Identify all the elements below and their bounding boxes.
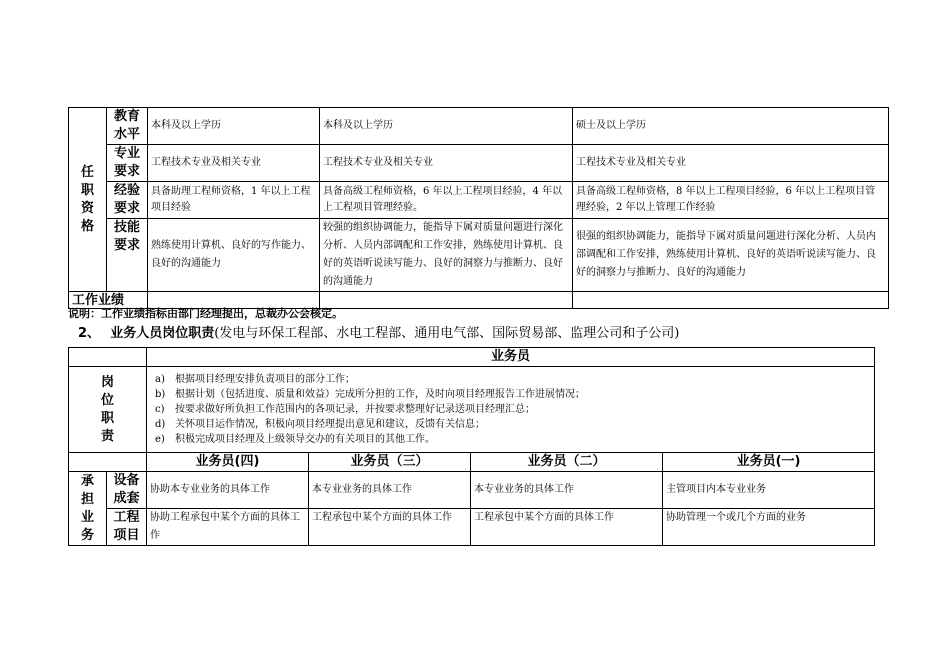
experience-label: 经验 要求: [107, 182, 148, 219]
duty-item: c) 按要求做好所负担工作范围内的各项记录，并按要求整理好记录送项目经理汇总；: [155, 404, 535, 415]
equipment-cell: 本专业业务的具体工作: [309, 472, 471, 509]
responsibilities-section-label: 承 担 业 务: [69, 472, 107, 546]
major-cell: 工程技术专业及相关专业: [320, 145, 573, 182]
project-label: 工程 项目: [107, 509, 147, 546]
section-subtitle: (发电与环保工程部、水电工程部、通用电气部、国际贸易部、监理公司和子公司): [214, 326, 680, 341]
skills-label: 技能 要求: [107, 219, 148, 292]
duties-header: 业务员: [147, 348, 875, 367]
level-header: 业务员(四): [147, 453, 309, 472]
equipment-cell: 主管项目内本专业业务: [663, 472, 875, 509]
section-title: 业务人员岗位职责: [110, 326, 215, 341]
experience-cell: 具备高级工程师资格，6 年以上工程项目经验，4 年以上工程项目管理经验。: [320, 182, 573, 219]
performance-cell: [573, 292, 889, 309]
qualifications-section-label: 任 职 资 格: [69, 108, 107, 292]
duties-list: [147, 367, 875, 453]
level-header: 业务员（二）: [471, 453, 663, 472]
equipment-label: 设备 成套: [107, 472, 147, 509]
duties-section-label: 岗 位 职 责: [69, 367, 147, 453]
education-cell: 硕士及以上学历: [573, 108, 889, 145]
level-blank: [69, 453, 147, 472]
level-header: 业务员（三）: [309, 453, 471, 472]
duty-item: b) 根据计划（包括进度、质量和效益）完成所分担的工作，及时向项目经理报告工作进展情况；: [155, 389, 585, 400]
education-cell: 本科及以上学历: [148, 108, 320, 145]
experience-cell: 具备高级工程师资格，8 年以上工程项目经验，6 年以上工程项目管理经验，2 年以上管理工作经验: [573, 182, 889, 219]
project-cell: 工程承包中某个方面的具体工作: [309, 509, 471, 546]
project-cell: 工程承包中某个方面的具体工作: [471, 509, 663, 546]
skills-cell: 很强的组织协调能力，能指导下属对质量问题进行深化分析、人员内部调配和工作安排，熟练使用计算机、良好的英语听说读写能力、良好的洞察力与推断力、良好的沟通能力: [573, 219, 889, 292]
project-cell: 协助工程承包中某个方面的具体工作: [147, 509, 309, 546]
major-cell: 工程技术专业及相关专业: [148, 145, 320, 182]
duties-table: [68, 347, 875, 546]
section-heading: [78, 322, 679, 341]
performance-label: 工作业绩: [69, 292, 148, 309]
equipment-cell: 协助本专业业务的具体工作: [147, 472, 309, 509]
performance-cell: [320, 292, 573, 309]
qualifications-table: [68, 107, 889, 309]
level-header: 业务员(一): [663, 453, 875, 472]
major-cell: 工程技术专业及相关专业: [573, 145, 889, 182]
education-cell: 本科及以上学历: [320, 108, 573, 145]
duty-item: a) 根据项目经理安排负责项目的部分工作；: [155, 374, 355, 385]
education-label: 教育 水平: [107, 108, 148, 145]
project-cell: 协助管理一个或几个方面的业务: [663, 509, 875, 546]
skills-cell: 熟练使用计算机、良好的写作能力、良好的沟通能力: [148, 219, 320, 292]
duty-item: d) 关怀项目运作情况，积极向项目经理提出意见和建议，反馈有关信息；: [155, 419, 485, 430]
major-label: 专业 要求: [107, 145, 148, 182]
note-text: 说明：工作业绩指标由部门经理提出，总裁办公会核定。: [68, 307, 343, 320]
equipment-cell: 本专业业务的具体工作: [471, 472, 663, 509]
section-number: 2、: [78, 326, 101, 341]
skills-cell: 较强的组织协调能力，能指导下属对质量问题进行深化分析、人员内部调配和工作安排，熟练使用计算机、良好的英语听说读写能力、良好的洞察力与推断力、良好的沟通能力: [320, 219, 573, 292]
duty-item: e) 积极完成项目经理及上级领导交办的有关项目的其他工作。: [155, 434, 435, 445]
experience-cell: 具备助理工程师资格，1 年以上工程项目经验: [148, 182, 320, 219]
header-blank: [69, 348, 147, 367]
